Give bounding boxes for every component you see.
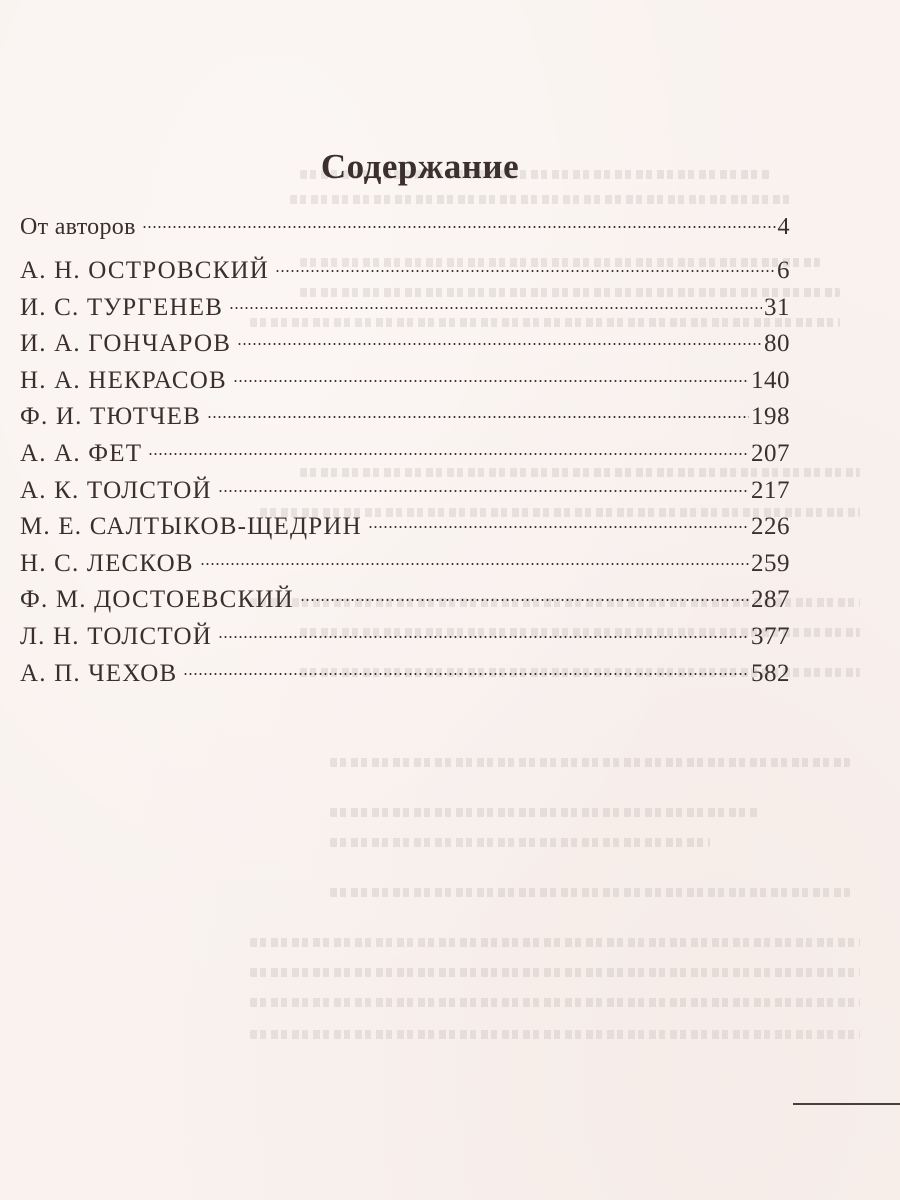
toc-entry[interactable] [20, 546, 790, 583]
toc-entry-label: И. А. ГОНЧАРОВ [20, 330, 232, 358]
toc-entry-label: Ф. М. ДОСТОЕВСКИЙ [20, 586, 294, 614]
toc-entry[interactable] [20, 619, 790, 656]
toc-entry-label: Л. Н. ТОЛСТОЙ [20, 622, 213, 650]
toc-entry[interactable] [20, 210, 790, 245]
toc-entry-page: 31 [764, 293, 790, 321]
toc-entry-label: Ф. И. ТЮТЧЕВ [20, 403, 202, 431]
toc-entry-label: А. Н. ОСТРОВСКИЙ [20, 257, 270, 284]
dot-leader [368, 509, 749, 534]
dot-leader [229, 290, 762, 315]
toc-entry-label: И. С. ТУРГЕНЕВ [20, 293, 224, 321]
toc-entry[interactable] [20, 582, 790, 619]
toc-entry-page: 198 [751, 403, 790, 431]
dot-leader [183, 656, 749, 681]
dot-leader [237, 326, 762, 351]
toc-entry-label: От авторов [20, 214, 136, 240]
toc-entry-page: 377 [751, 622, 790, 650]
toc-entry-label: Н. А. НЕКРАСОВ [20, 366, 227, 394]
toc-entry[interactable] [20, 363, 790, 400]
dot-leader [233, 363, 749, 388]
toc-entry-page: 582 [751, 659, 790, 687]
dot-leader [142, 210, 776, 234]
toc-entry-label: А. К. ТОЛСТОЙ [20, 476, 212, 504]
toc-entry[interactable] [20, 253, 790, 290]
toc-entry[interactable] [20, 326, 790, 363]
dot-leader [200, 546, 749, 571]
table-of-contents [20, 210, 790, 692]
toc-entry-page: 259 [751, 549, 790, 577]
toc-entry-page: 217 [751, 476, 790, 504]
dot-leader [148, 436, 749, 461]
dot-leader [218, 473, 749, 498]
toc-entry[interactable] [20, 656, 790, 693]
toc-entry[interactable] [20, 290, 790, 327]
toc-entry[interactable] [20, 399, 790, 436]
toc-entry-label: А. П. ЧЕХОВ [20, 659, 178, 687]
toc-entry-page: 287 [751, 586, 790, 614]
dot-leader [275, 253, 775, 278]
dot-leader [218, 619, 749, 644]
toc-entry-page: 140 [751, 366, 790, 394]
toc-entry-page: 207 [751, 439, 790, 467]
toc-entry-page: 80 [764, 330, 790, 358]
dot-leader [207, 399, 749, 424]
toc-entry[interactable] [20, 509, 790, 546]
toc-entry-label: М. Е. САЛТЫКОВ-ЩЕДРИН [20, 513, 362, 541]
toc-entry-label: А. А. ФЕТ [20, 439, 143, 467]
toc-entry[interactable] [20, 436, 790, 473]
footer-rule [793, 1103, 900, 1105]
page-title: Содержание [320, 147, 520, 187]
toc-entry-page: 4 [777, 214, 790, 240]
toc-entry-label: Н. С. ЛЕСКОВ [20, 549, 194, 577]
toc-entry-page: 6 [777, 257, 790, 284]
toc-entry-page: 226 [751, 513, 790, 541]
toc-entry[interactable] [20, 473, 790, 510]
dot-leader [300, 582, 749, 607]
